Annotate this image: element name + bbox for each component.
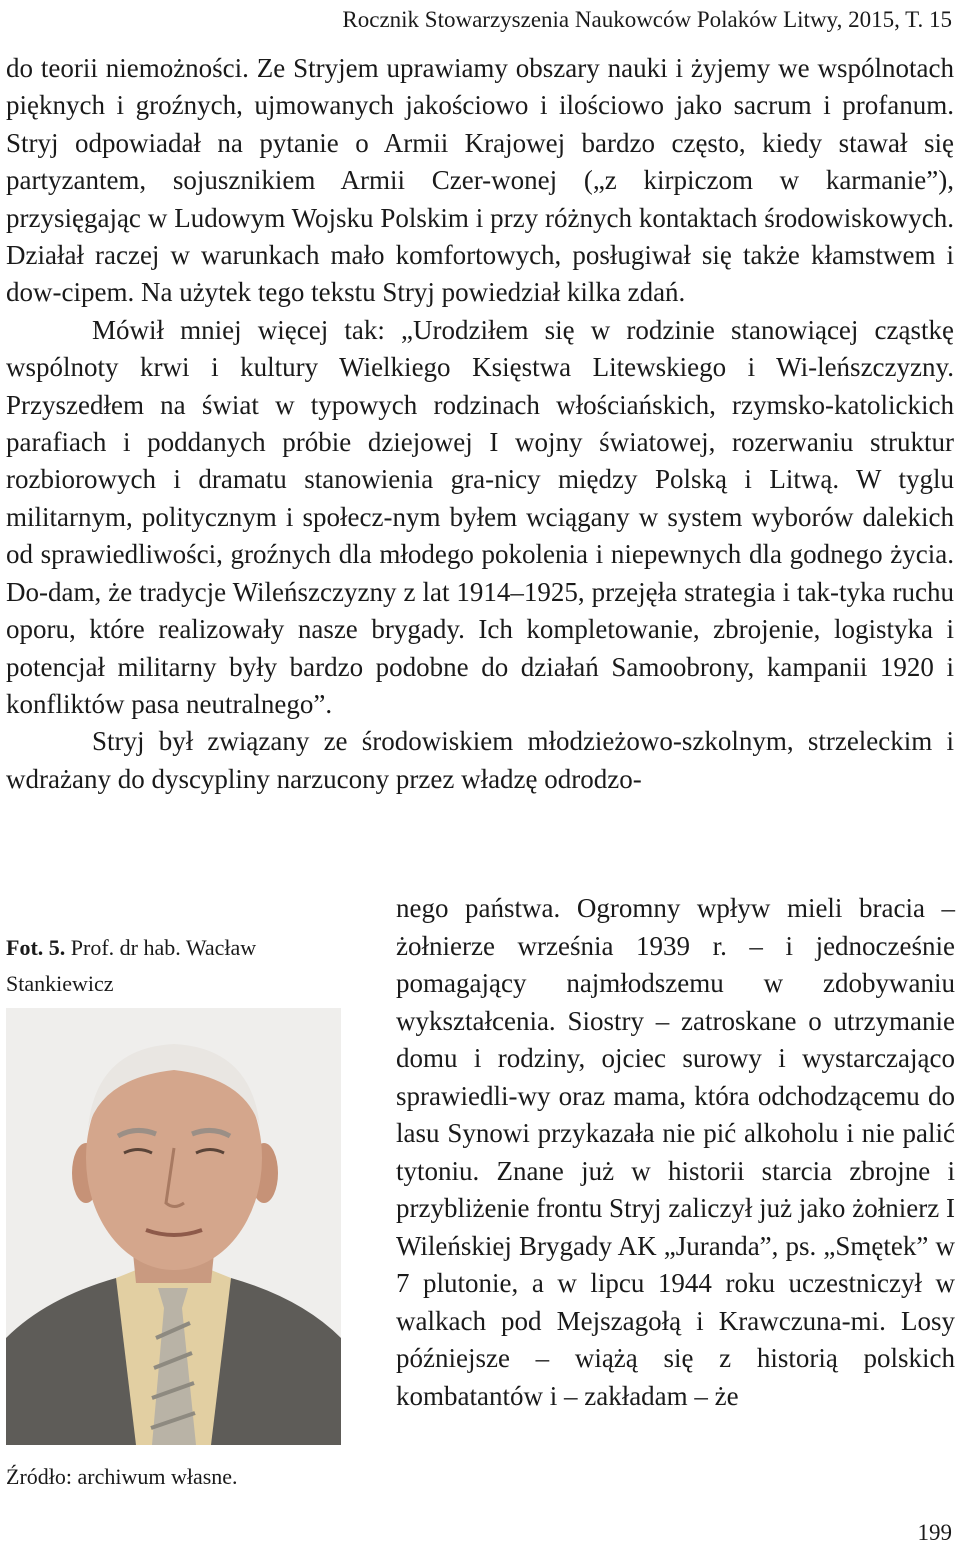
paragraph-3-lead: Stryj był związany ze środowiskiem młodzieżowo-szkolnym, strzeleckim i wdrażany do dyscypliny narzucony przez władzę odrodzo-	[6, 726, 954, 794]
main-text-top	[6, 50, 954, 798]
paragraph-3-wrap: nego państwa. Ogromny wpływ mieli bracia – żołnierze września 1939 r. – i jednocześnie pomagający najmłodszemu w zdobywaniu wykształcenia. Siostry – zatroskane o utrzymanie domu i rodziny, ojciec surowy i wystarczająco sprawiedli-wy oraz mama, która odchodzącemu do lasu Synowi przykazała nie pić alkoholu i nie palić tytoniu. Znane już w historii starcia zbrojne i przybliżenie frontu Stryj zaliczył już jako żołnierz I Wileńskiej Brygady AK „Juranda”, ps. „Smętek” w 7 plutonie, a w lipcu 1944 roku uczestniczył w walkach pod Mejszagołą i Krawczuna-mi. Losy późniejsze – wiążą się z historią polskich kombatantów i – zakładam – że	[396, 893, 955, 1411]
portrait-illustration	[6, 1008, 341, 1445]
page-number: 199	[917, 1520, 952, 1545]
running-head: Rocznik Stowarzyszenia Naukowców Polaków Litwy, 2015, T. 15	[342, 7, 952, 32]
portrait-photo	[6, 1008, 341, 1445]
figure-caption-text: Prof. dr hab. Wacław Stankiewicz	[6, 935, 257, 996]
figure-label: Fot. 5.	[6, 935, 66, 960]
paragraph-2: Mówił mniej więcej tak: „Urodziłem się w rodzinie stanowiącej cząstkę wspólnoty krwi i kultury Wielkiego Księstwa Litewskiego i Wi-leńszczyzny. Przyszedłem na świat w typowych rodzinach włościańskich, rzymsko-katolickich parafiach i poddanych próbie dziejowej I wojny światowej, rozerwaniu struktur rozbiorowych i dramatu stanowienia gra-nicy między Polską i Litwą. W tyglu militarnym, politycznym i społecz-nym byłem wciągany w system wyborów dalekich od sprawiedliwości, groźnych dla młodego pokolenia i niepewnych dla godnego życia. Do-dam, że tradycje Wileńszczyzny z lat 1914–1925, przejęła strategia i tak-tyka ruchu oporu, które realizowały nasze brygady. Ich kompletowanie, zbrojenie, logistyka i potencjał militarny były bardzo podobne do działań Samoobrony, kampanii 1920 i konfliktów pasa neutralnego”.	[6, 314, 954, 719]
figure-source: Źródło: archiwum własne.	[6, 1464, 238, 1489]
main-text-wrap-column	[396, 890, 955, 1415]
paragraph-1: do teorii niemożności. Ze Stryjem uprawiamy obszary nauki i żyjemy we wspólnotach pięknych i groźnych, ujmowanych jakościowo i ilościowo jako sacrum i profanum. Stryj odpowiadał na pytanie o Armii Krajowej bardzo często, kiedy stawał się partyzantem, sojusznikiem Armii Czer-wonej („z kirpiczom w karmanie”), przysięgając w Ludowym Wojsku Polskim i przy różnych kontaktach środowiskowych. Działał raczej w warunkach mało komfortowych, posługiwał się także kłamstwem i dow-cipem. Na użytek tego tekstu Stryj powiedział kilka zdań.	[6, 53, 954, 308]
figure-caption	[6, 930, 346, 1002]
